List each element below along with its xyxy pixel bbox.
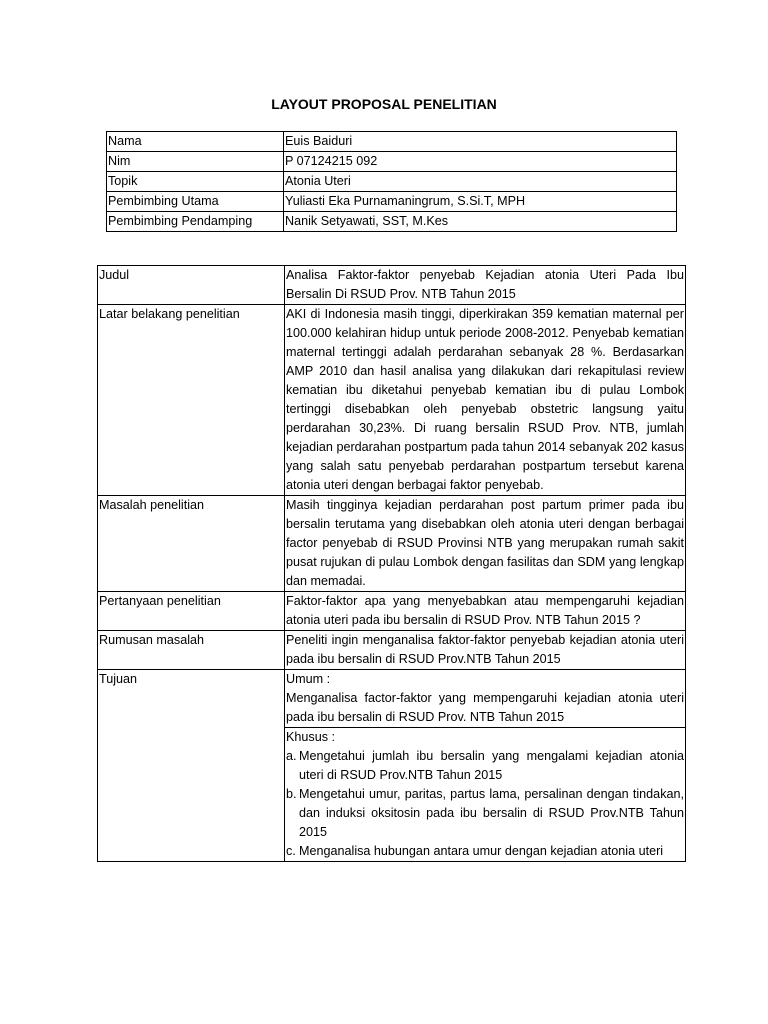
latar-text: AKI di Indonesia masih tinggi, diperkirakan 359 kematian maternal per 100.000 kelahiran hidup untuk periode 2008-2012. Penyebab kematian maternal tertinggi adalah perdarahan sebanyak 28 %. Berdasarkan AMP 2010 dan hasil analisa yang dilakukan dari rekapitulasi review kematian ibu diketahui penyebab kematian ibu di pulau Lombok tertinggi disebabkan oleh penyebab obstetric langsung yaitu perdarahan 30,23%. Di ruang bersalin RSUD Prov. NTB, jumlah kejadian perdarahan postpartum pada tahun 2014 sebanyak 202 kasus yang salah satu penyebab perdarahan postpartum tersebut karena atonia uteri dengan berbagai faktor penyebab. xyxy=(285,305,686,496)
masalah-label: Masalah penelitian xyxy=(98,496,285,592)
pertanyaan-label: Pertanyaan penelitian xyxy=(98,592,285,631)
identity-value: Yuliasti Eka Purnamaningrum, S.Si.T, MPH xyxy=(284,192,677,212)
table-row xyxy=(107,192,677,212)
table-row xyxy=(107,152,677,172)
list-item xyxy=(286,785,684,842)
tujuan-khusus xyxy=(286,728,684,861)
proposal-table xyxy=(97,265,686,862)
masalah-text: Masih tingginya kejadian perdarahan post partum primer pada ibu bersalin terutama yang disebabkan oleh atonia uteri dengan berbagai factor penyebab di RSUD Provinsi NTB yang merupakan rumah sakit pusat rujukan di pulau Lombok dengan fasilitas dan SDM yang lengkap dan memadai. xyxy=(285,496,686,592)
khusus-list xyxy=(286,747,684,861)
list-item xyxy=(286,842,684,861)
umum-heading: Umum : xyxy=(286,672,331,686)
identity-label: Topik xyxy=(107,172,284,192)
rumusan-text: Peneliti ingin menganalisa faktor-faktor penyebab kejadian atonia uteri pada ibu bersalin di RSUD Prov.NTB Tahun 2015 xyxy=(285,631,686,670)
table-row xyxy=(98,496,686,592)
umum-text: Menganalisa factor-faktor yang mempengaruhi kejadian atonia uteri pada ibu bersalin di RSUD Prov. NTB Tahun 2015 xyxy=(286,691,684,724)
identity-value: Nanik Setyawati, SST, M.Kes xyxy=(284,212,677,232)
list-text: Mengetahui jumlah ibu bersalin yang mengalami kejadian atonia uteri di RSUD Prov.NTB Tahun 2015 xyxy=(299,749,684,782)
identity-table xyxy=(106,131,677,232)
list-item xyxy=(286,747,684,785)
list-text: Mengetahui umur, paritas, partus lama, persalinan dengan tindakan, dan induksi oksitosin pada ibu bersalin di RSUD Prov.NTB Tahun 2015 xyxy=(299,787,684,839)
list-marker: b. xyxy=(286,787,297,801)
rumusan-label: Rumusan masalah xyxy=(98,631,285,670)
judul-text: Analisa Faktor-faktor penyebab Kejadian atonia Uteri Pada Ibu Bersalin Di RSUD Prov. NTB Tahun 2015 xyxy=(285,266,686,305)
list-text: Menganalisa hubungan antara umur dengan kejadian atonia uteri xyxy=(299,844,664,858)
table-row xyxy=(98,631,686,670)
page-title: LAYOUT PROPOSAL PENELITIAN xyxy=(271,96,497,112)
table-row xyxy=(98,592,686,631)
identity-value: P 07124215 092 xyxy=(284,152,677,172)
khusus-heading: Khusus : xyxy=(286,730,336,744)
table-row xyxy=(98,670,686,862)
table-row xyxy=(98,305,686,496)
identity-value: Euis Baiduri xyxy=(284,132,677,152)
identity-value: Atonia Uteri xyxy=(284,172,677,192)
pertanyaan-text: Faktor-faktor apa yang menyebabkan atau mempengaruhi kejadian atonia uteri pada ibu bersalin di RSUD Prov. NTB Tahun 2015 ? xyxy=(285,592,686,631)
table-row xyxy=(107,212,677,232)
tujuan-content xyxy=(285,670,686,862)
list-marker: a. xyxy=(286,749,297,763)
tujuan-label: Tujuan xyxy=(98,670,285,862)
list-marker: c. xyxy=(286,844,296,858)
table-row xyxy=(107,172,677,192)
table-row xyxy=(107,132,677,152)
table-row xyxy=(98,266,686,305)
latar-label: Latar belakang penelitian xyxy=(98,305,285,496)
identity-label: Nim xyxy=(107,152,284,172)
judul-label: Judul xyxy=(98,266,285,305)
tujuan-umum xyxy=(285,670,685,728)
identity-label: Pembimbing Utama xyxy=(107,192,284,212)
identity-label: Nama xyxy=(107,132,284,152)
identity-label: Pembimbing Pendamping xyxy=(107,212,284,232)
